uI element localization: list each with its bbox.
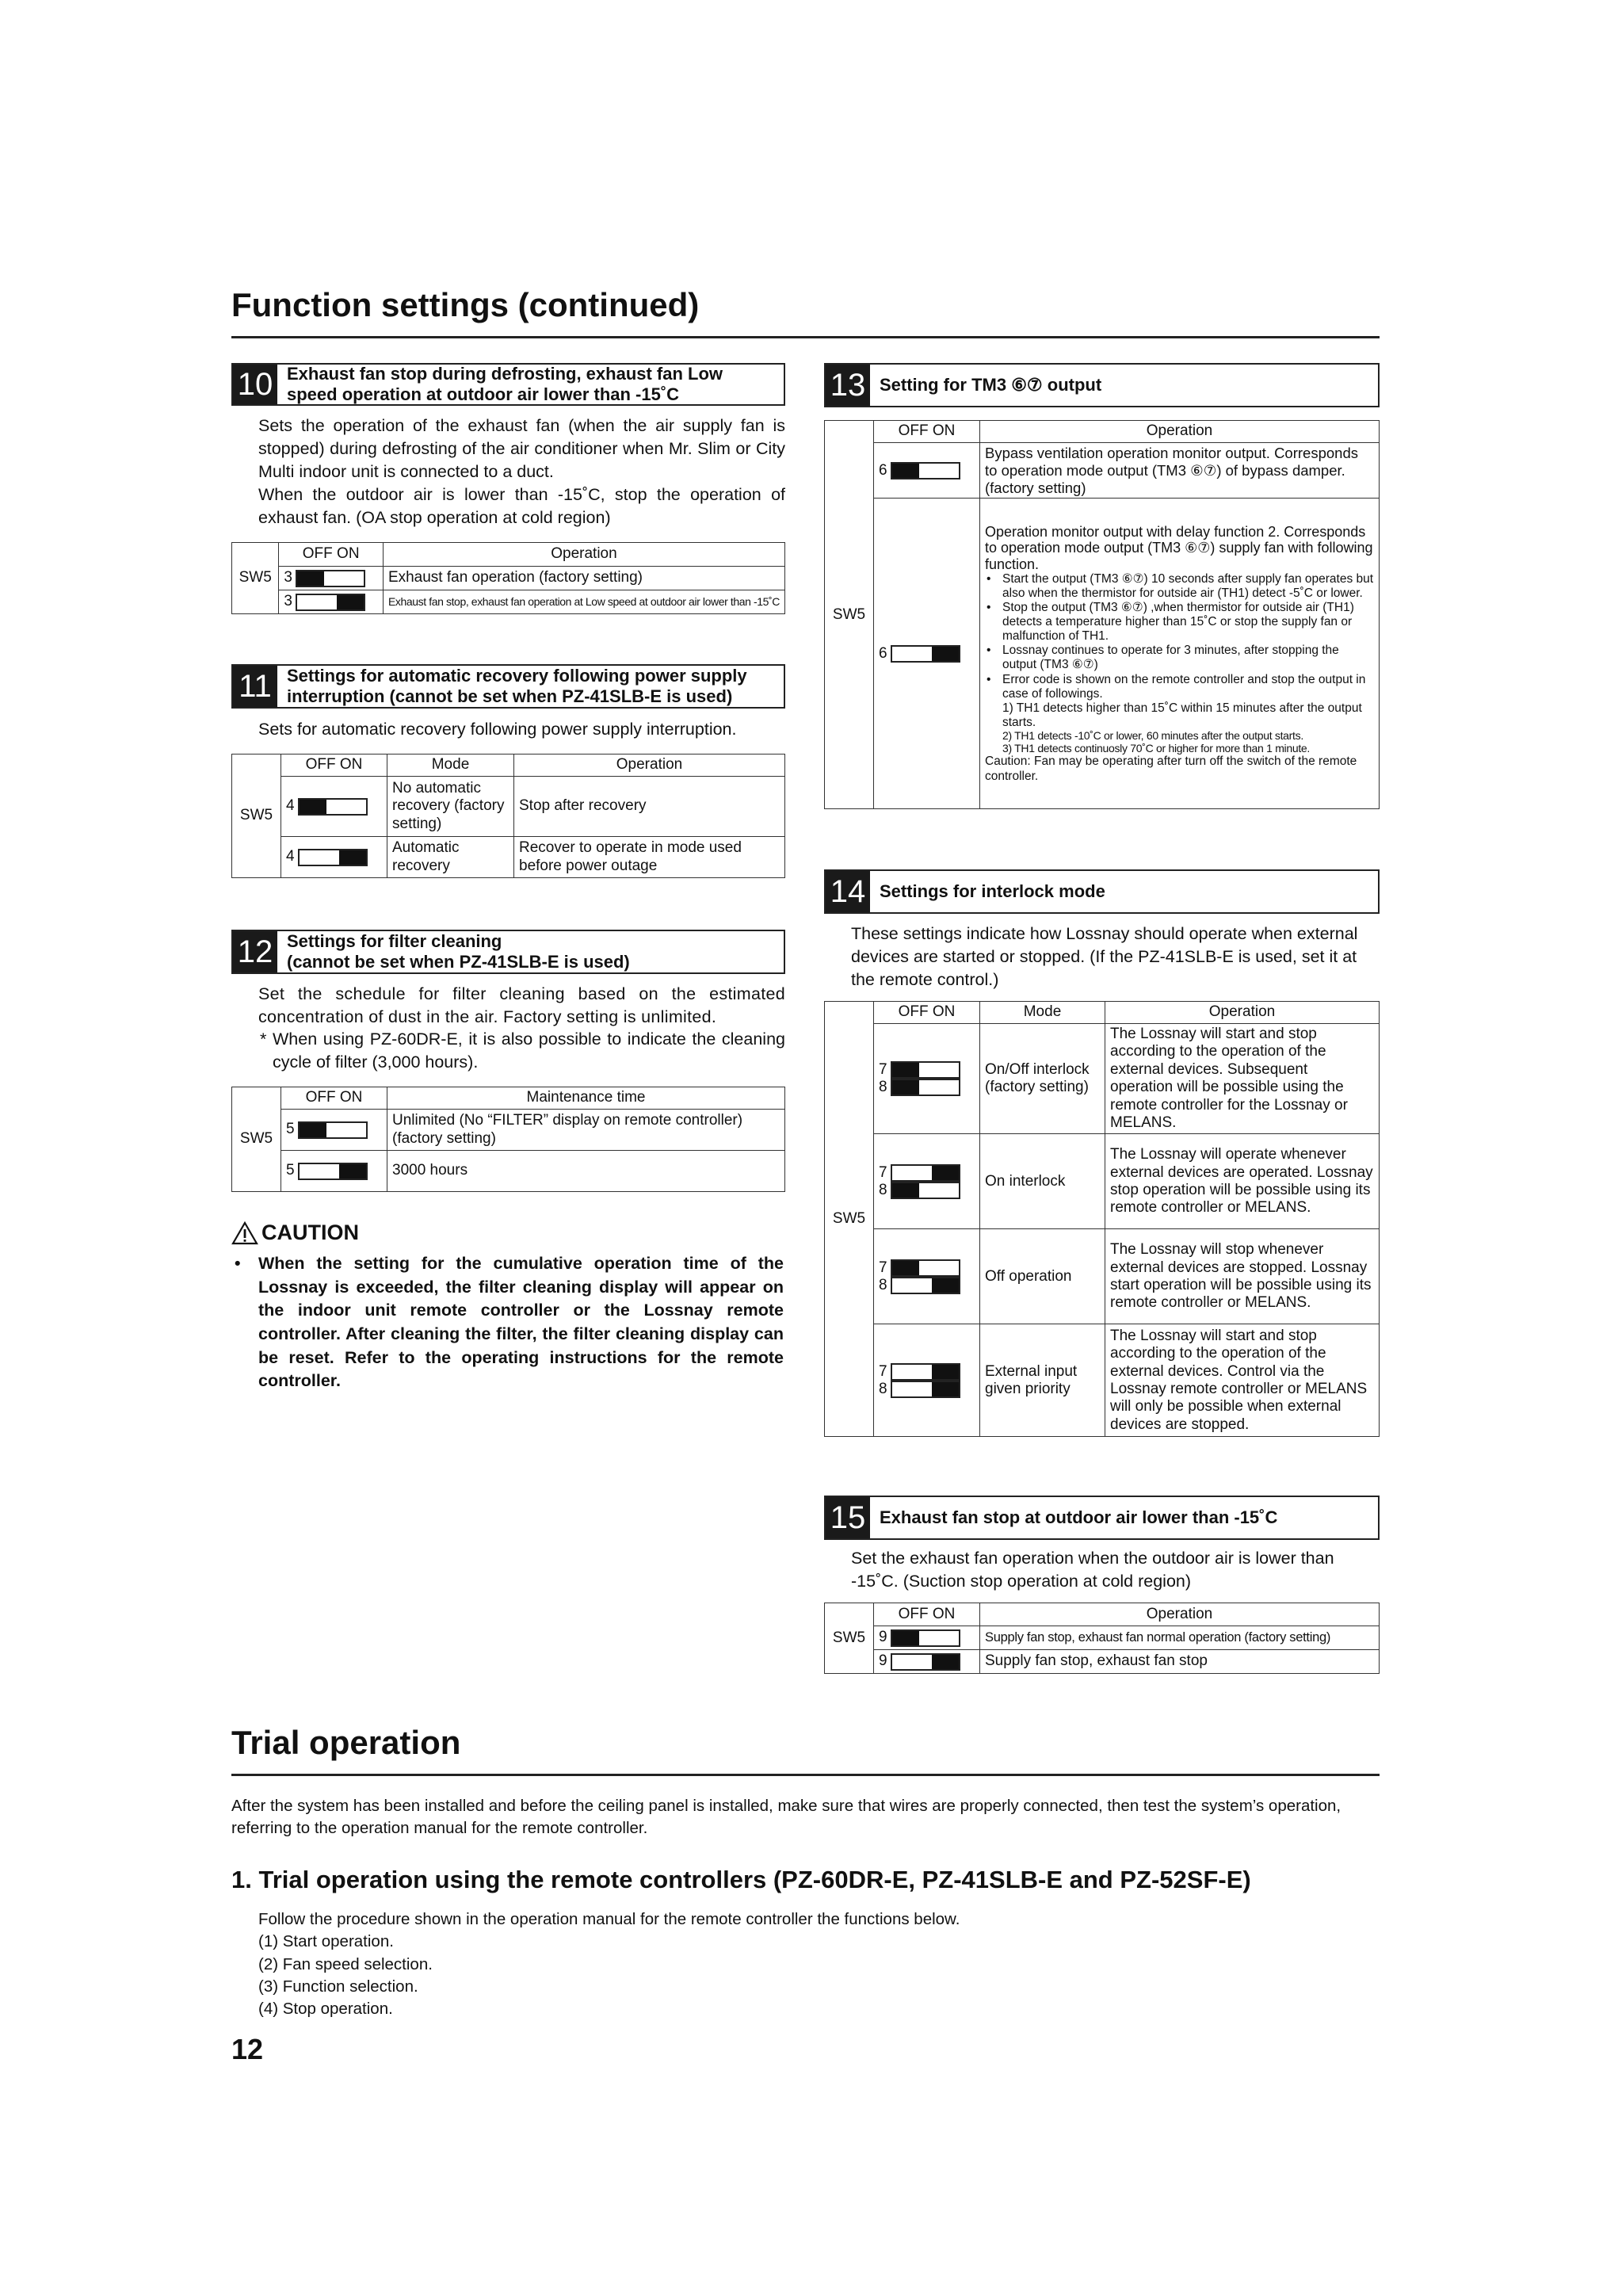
col-mode: Mode — [980, 1002, 1105, 1024]
dip-switch-off-icon — [298, 1121, 368, 1139]
mode-cell: Off operation — [980, 1229, 1105, 1324]
section-10-description — [258, 415, 785, 529]
col-offon: OFF ON — [281, 755, 387, 777]
paragraph: Sets the operation of the exhaust fan (when the air supply fan is stopped) during defrosting of the air conditioner when Mr. Slim or City Multi indoor unit is connected to a duct. — [258, 416, 785, 482]
list-item: (3) Function selection. — [258, 1977, 418, 1996]
table-row — [825, 499, 1380, 809]
section-12-note: * When using PZ-60DR-E, it is also possible to indicate the cleaning cycle of filter (3,000 hours). — [260, 1030, 785, 1072]
dip-cell: 3 — [279, 567, 384, 590]
caution-heading — [231, 1219, 359, 1247]
section-14-description: These settings indicate how Lossnay should operate when external devices are started or stopped. (If the PZ-41SLB-E is used, set it at the remote control.) — [851, 924, 1358, 990]
operation-cell: Exhaust fan operation (factory setting) — [383, 567, 784, 590]
table-row — [825, 1024, 1380, 1134]
dip-switch-off-icon — [891, 1629, 960, 1647]
dip-switch-on-icon — [891, 1653, 960, 1671]
section-11-table — [231, 754, 785, 878]
mode-cell: No automatic recovery (factory setting) — [387, 777, 514, 837]
dip-switch-on-icon — [891, 1164, 960, 1182]
operation-cell: Exhaust fan stop, exhaust fan operation at Low speed at outdoor air lower than -15˚C — [383, 590, 784, 614]
page-number: 12 — [231, 2033, 264, 2065]
trial-description: After the system has been installed and before the ceiling panel is installed, make sure that wires are properly connected, then test the system’s operation, referring to the operation manual for the remote controller. — [231, 1797, 1341, 1837]
trial-intro: Follow the procedure shown in the operation manual for the remote controller the functions below. — [258, 1910, 960, 1928]
section-number: 14 — [826, 871, 870, 912]
section-number: 13 — [826, 365, 870, 406]
dip-switch-off-icon — [891, 1061, 960, 1079]
maintenance-cell: Unlimited (No “FILTER” display on remote controller) (factory setting) — [387, 1110, 785, 1151]
dip-switch-off-icon — [891, 1259, 960, 1277]
section-13-header — [824, 363, 1380, 407]
section-15-header — [824, 1496, 1380, 1540]
section-title: Settings for interlock mode — [880, 881, 1105, 902]
col-offon: OFF ON — [874, 1603, 980, 1626]
dip-switch-on-icon — [891, 1381, 960, 1398]
dip-switch-off-icon — [891, 1182, 960, 1199]
switch-label: SW5 — [825, 1002, 874, 1437]
section-title: Settings for filter cleaning (cannot be set when PZ-41SLB-E is used) — [287, 931, 630, 972]
table-row — [825, 1626, 1380, 1650]
dip-switch-on-icon — [298, 849, 368, 866]
title-rule — [231, 336, 1380, 338]
dip-cell: 7 8 — [874, 1024, 980, 1134]
section-12-header — [231, 930, 785, 974]
dip-cell: 7 8 — [874, 1134, 980, 1229]
section-10-table — [231, 542, 785, 614]
section-13-table — [824, 420, 1380, 809]
operation-cell: The Lossnay will start and stop according to the operation of the external devices. Control via the Lossnay remote controller or MELANS will only be possible when external devices are stopped. — [1105, 1324, 1380, 1437]
section-number: 11 — [233, 666, 277, 707]
switch-label: SW5 — [232, 755, 281, 878]
col-mode: Mode — [387, 755, 514, 777]
trial-subheading: 1. Trial operation using the remote controllers (PZ-60DR-E, PZ-41SLB-E and PZ-52SF-E) — [231, 1866, 1251, 1893]
col-operation: Operation — [980, 1603, 1380, 1626]
dip-cell: 5 — [281, 1151, 387, 1192]
operation-cell: The Lossnay will operate whenever external devices are operated. Lossnay stop operation will be possible using its remote controller or MELANS. — [1105, 1134, 1380, 1229]
dip-cell: 7 8 — [874, 1324, 980, 1437]
table-row — [232, 567, 785, 590]
maintenance-cell: 3000 hours — [387, 1151, 785, 1192]
col-maintenance-time: Maintenance time — [387, 1087, 785, 1110]
operation-cell: Supply fan stop, exhaust fan normal operation (factory setting) — [980, 1626, 1380, 1650]
dip-cell: 5 — [281, 1110, 387, 1151]
mode-cell: On interlock — [980, 1134, 1105, 1229]
section-10-header — [231, 363, 785, 406]
mode-cell: On/Off interlock (factory setting) — [980, 1024, 1105, 1134]
col-offon: OFF ON — [874, 1002, 980, 1024]
caution-text: • When the setting for the cumulative operation time of the Lossnay is exceeded, the filter cleaning display will appear on the indoor unit remote controller or the Lossnay remote controller. After cleaning the filter, the filter cleaning display can be reset. Refer to the operating instructions for the remote controller. — [231, 1252, 784, 1393]
table-row — [825, 1650, 1380, 1674]
operation-cell: Stop after recovery — [514, 777, 785, 837]
col-offon: OFF ON — [281, 1087, 387, 1110]
section-14-header — [824, 869, 1380, 914]
dip-cell: 6 — [874, 499, 980, 809]
section-title: Exhaust fan stop during defrosting, exhaust fan Low speed operation at outdoor air lower than -15˚C — [287, 364, 723, 404]
section-11-header — [231, 664, 785, 709]
paragraph: When the outdoor air is lower than -15˚C, stop the operation of exhaust fan. (OA stop operation at cold region) — [258, 485, 785, 528]
warning-triangle-icon — [231, 1221, 258, 1245]
dip-cell: 9 — [874, 1650, 980, 1674]
table-row — [825, 1324, 1380, 1437]
trial-rule — [231, 1774, 1380, 1776]
section-title: Settings for automatic recovery following power supply interruption (cannot be set when PZ-41SLB-E is used) — [287, 666, 747, 706]
section-15-description: Set the exhaust fan operation when the outdoor air is lower than -15˚C. (Suction stop operation at cold region) — [851, 1549, 1334, 1591]
switch-label: SW5 — [232, 1087, 281, 1192]
table-row — [232, 1110, 785, 1151]
switch-label: SW5 — [825, 1603, 874, 1674]
dip-cell: 7 8 — [874, 1229, 980, 1324]
table-row — [232, 777, 785, 837]
col-offon: OFF ON — [874, 421, 980, 443]
table-row — [232, 590, 785, 614]
section-15-table — [824, 1603, 1380, 1674]
dip-cell: 4 — [281, 837, 387, 878]
dip-switch-off-icon — [296, 570, 365, 587]
dip-switch-on-icon — [296, 594, 365, 611]
list-item: (1) Start operation. — [258, 1932, 394, 1951]
col-operation: Operation — [383, 543, 784, 567]
dip-cell: 9 — [874, 1626, 980, 1650]
operation-cell: The Lossnay will start and stop according to the operation of the external devices. Subsequent operation will be possible using the remote controller for the Lossnay or MELANS. — [1105, 1024, 1380, 1134]
mode-cell: Automatic recovery — [387, 837, 514, 878]
operation-cell: Recover to operate in mode used before power outage — [514, 837, 785, 878]
dip-cell: 3 — [279, 590, 384, 614]
col-operation: Operation — [980, 421, 1380, 443]
dip-switch-on-icon — [891, 1363, 960, 1381]
col-operation: Operation — [1105, 1002, 1380, 1024]
table-row — [825, 443, 1380, 499]
operation-cell: Operation monitor output with delay function 2. Corresponds to operation mode output (TM3 ⑥⑦) supply fan with following function. • Start the output (TM3 ⑥⑦) 10 seconds after supply fan operates but also when the thermistor for outside air (TH1) detect -5˚C or lower. • Stop the output (TM3 ⑥⑦) ,when thermistor for outside air (TH1) detects a temperature higher than 15˚C or stop the supply fan or malfunction of TH1. • Lossnay continues to operate for 3 minutes, after stopping the output (TM3 ⑥⑦) • Error code is shown on the remote controller and stop the output in case of followings. 1) TH1 detects higher than 15˚C within 15 minutes after the output starts. 2) TH1 detects -10˚C or lower, 60 minutes after the output starts. 3) TH1 detects continuosly 70˚C or higher for more than 1 minute. Caution: Fan may be operating after turn off the switch of the remote controller. — [980, 499, 1380, 809]
table-row — [232, 837, 785, 878]
caution-label: CAUTION — [261, 1221, 359, 1244]
dip-switch-off-icon — [891, 462, 960, 479]
section-11-description: Sets for automatic recovery following power supply interruption. — [258, 720, 737, 739]
section-number: 10 — [233, 365, 277, 404]
table-row — [825, 1229, 1380, 1324]
table-row — [825, 1134, 1380, 1229]
operation-cell: Supply fan stop, exhaust fan stop — [980, 1650, 1380, 1674]
switch-label: SW5 — [232, 543, 279, 614]
page-title: Function settings (continued) — [231, 286, 700, 323]
operation-cell: Bypass ventilation operation monitor output. Corresponds to operation mode output (TM3 ⑥⑦) of bypass damper. (factory setting) — [980, 443, 1380, 499]
dip-cell: 4 — [281, 777, 387, 837]
list-item: (2) Fan speed selection. — [258, 1954, 433, 1973]
dip-switch-off-icon — [298, 798, 368, 816]
col-offon: OFF ON — [279, 543, 384, 567]
section-title: Setting for TM3 ⑥⑦ output — [880, 375, 1102, 395]
col-operation: Operation — [514, 755, 785, 777]
dip-switch-off-icon — [891, 1079, 960, 1096]
section-14-table — [824, 1001, 1380, 1437]
trial-steps — [258, 1908, 1368, 2020]
section-title: Exhaust fan stop at outdoor air lower than -15˚C — [880, 1507, 1278, 1528]
section-12-table — [231, 1087, 785, 1192]
switch-label: SW5 — [825, 421, 874, 809]
section-12-description: Set the schedule for filter cleaning based on the estimated concentration of dust in the air. Factory setting is unlimited. — [258, 984, 785, 1027]
table-row — [232, 1151, 785, 1192]
dip-switch-on-icon — [298, 1163, 368, 1180]
dip-switch-on-icon — [891, 645, 960, 663]
section-number: 12 — [233, 931, 277, 972]
mode-cell: External input given priority — [980, 1324, 1105, 1437]
operation-cell: The Lossnay will stop whenever external devices are stopped. Lossnay start operation will be possible using its remote controller or MELANS. — [1105, 1229, 1380, 1324]
dip-cell: 6 — [874, 443, 980, 499]
trial-heading: Trial operation — [231, 1724, 461, 1761]
dip-switch-on-icon — [891, 1277, 960, 1294]
list-item: (4) Stop operation. — [258, 2000, 393, 2019]
section-number: 15 — [826, 1497, 870, 1538]
